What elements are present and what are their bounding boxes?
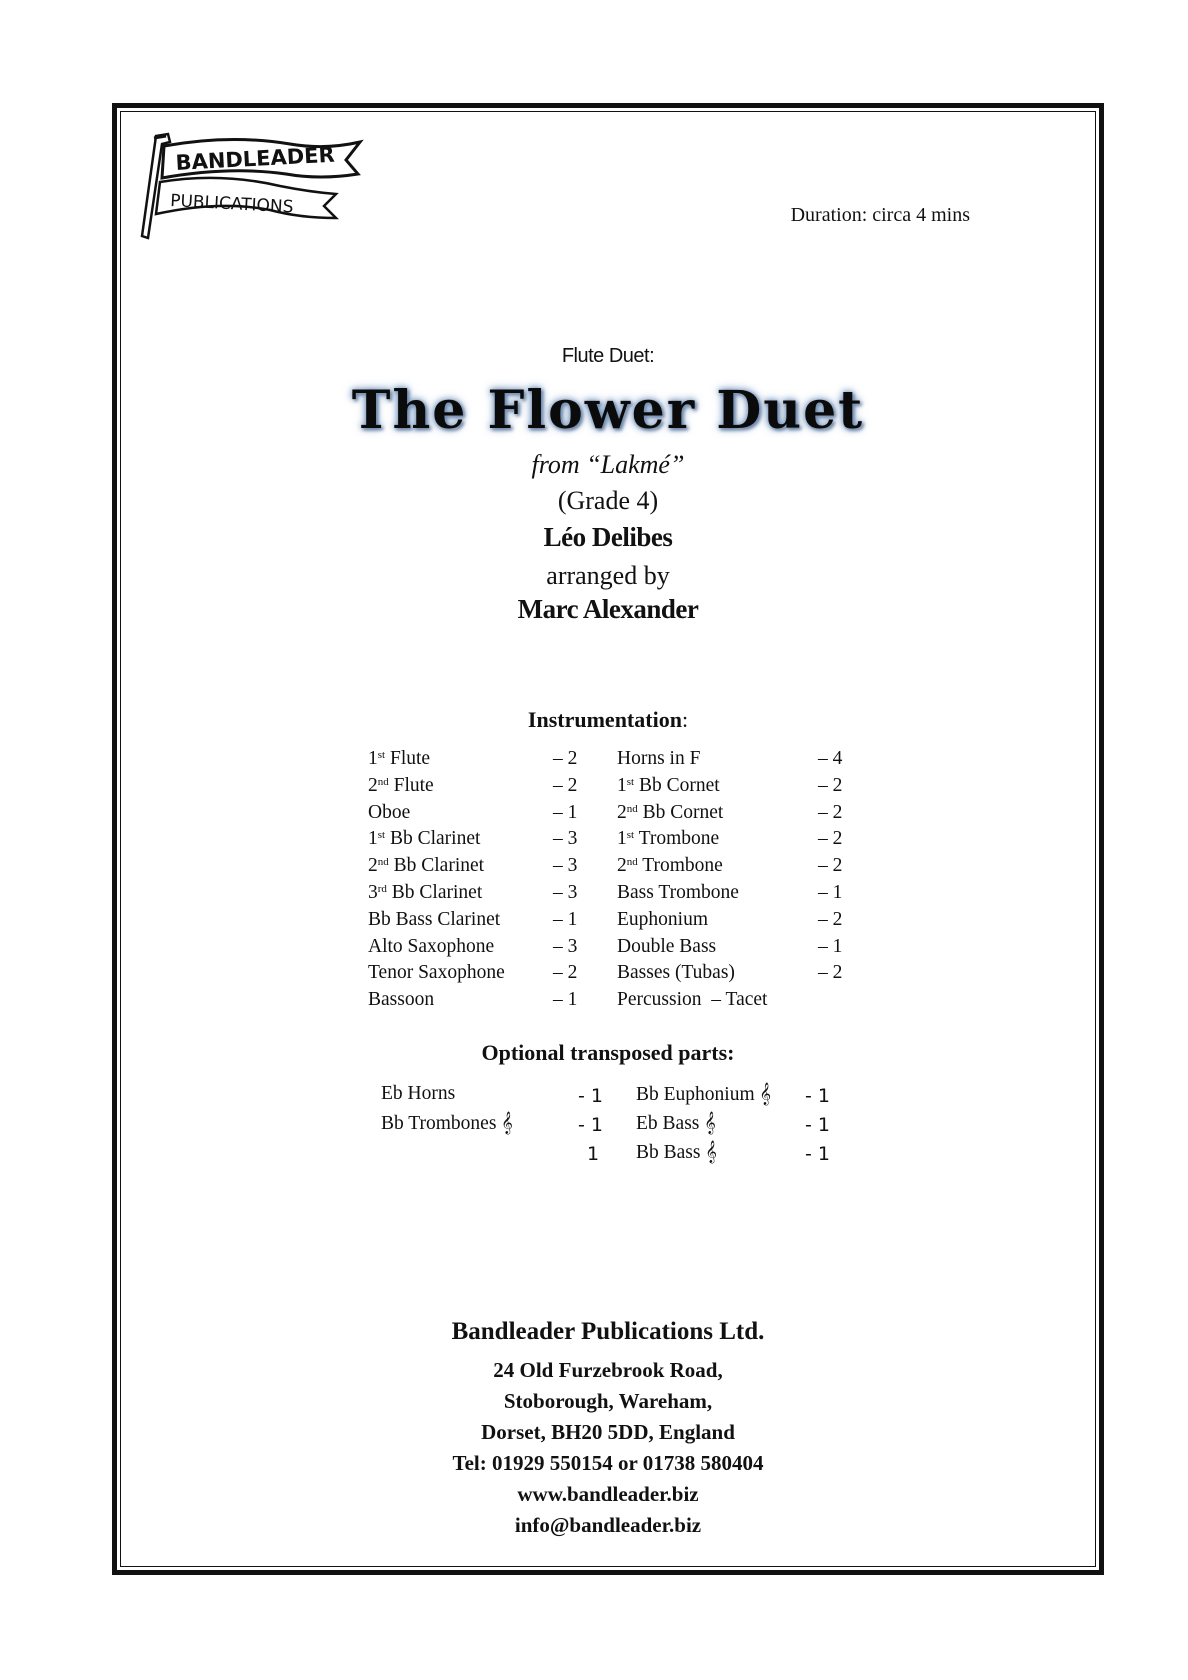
instrument-ordinal-suffix: st	[626, 775, 635, 788]
optional-part-count: - 1	[578, 1085, 603, 1107]
publisher-address-line-1: 24 Old Furzebrook Road,	[493, 1358, 723, 1382]
instrument-left-4	[368, 853, 484, 879]
instrument-name: Bb Clarinet	[386, 882, 483, 903]
instrument-name: Percussion – Tacet	[617, 989, 768, 1011]
instrument-count: – 1	[553, 908, 578, 930]
instrument-ordinal: 2	[617, 801, 627, 823]
optional-part-count: - 1	[578, 1114, 603, 1136]
instrument-name: Horns in F	[617, 748, 701, 769]
instrument-count: – 3	[553, 882, 578, 903]
instrument-ordinal-suffix: st	[377, 749, 386, 761]
instrument-count: – 1	[553, 801, 578, 823]
optional-part-left-1: Bb Trombones 𝄞	[381, 1113, 513, 1134]
instrument-count: – 2	[818, 855, 843, 877]
instrument-right-2	[617, 800, 723, 826]
publisher-address-line-3: Dorset, BH20 5DD, England	[481, 1420, 735, 1444]
arranged-by-label: arranged by	[546, 561, 670, 590]
instrument-ordinal: 2	[617, 855, 627, 877]
instrumentation-heading: Instrumentation:	[527, 707, 689, 732]
instrument-name: Flute	[388, 774, 434, 796]
instrument-ordinal: 2	[368, 855, 378, 877]
optional-part-left-0: Eb Horns	[381, 1083, 456, 1104]
instrument-ordinal-suffix: rd	[377, 883, 387, 895]
instrument-name: Bb Cornet	[634, 774, 720, 796]
instrument-name: Trombone	[634, 828, 720, 850]
bandleader-logo	[140, 130, 380, 245]
instrument-name: Basses (Tubas)	[617, 962, 735, 984]
publisher-address-line-2: Stoborough, Wareham,	[503, 1389, 713, 1413]
instrument-count: – 3	[553, 935, 578, 957]
instrument-ordinal: 2	[368, 774, 378, 796]
instrument-count: – 2	[818, 908, 843, 930]
score-grade: (Grade 4)	[557, 486, 659, 515]
instrument-right-7	[617, 934, 716, 960]
instrument-count: – 1	[818, 935, 843, 957]
instrument-right-3	[617, 826, 719, 852]
instrument-count: – 2	[818, 801, 843, 823]
logo-text-bottom: PUBLICATIONS	[169, 191, 294, 218]
instrument-count: – 2	[818, 828, 843, 850]
instrument-name: Bb Bass Clarinet	[368, 908, 501, 930]
instrument-count: – 2	[818, 962, 843, 984]
instrument-ordinal-suffix: st	[377, 829, 386, 842]
instrument-count: – 2	[818, 774, 843, 796]
arranger-name: Marc Alexander	[517, 594, 699, 624]
instrument-ordinal: 3	[368, 882, 378, 903]
instrument-name: Euphonium	[617, 908, 708, 930]
instrument-name: Bb Clarinet	[388, 855, 485, 877]
instrument-count: – 1	[553, 989, 578, 1011]
instrument-left-8	[368, 960, 505, 986]
instrument-right-6	[617, 907, 708, 933]
instrument-ordinal-suffix: nd	[377, 856, 389, 869]
instrument-right-5	[617, 880, 739, 906]
instrument-left-9	[368, 987, 434, 1013]
instrument-ordinal-suffix: st	[626, 829, 635, 842]
publisher-email: info@bandleader.biz	[514, 1513, 702, 1537]
score-title: The Flower Duet	[351, 380, 865, 441]
instrument-ordinal-suffix: nd	[626, 802, 638, 815]
optional-parts-heading: Optional transposed parts:	[481, 1040, 735, 1065]
instrument-name: Trombone	[637, 855, 723, 877]
optional-part-count: 1	[587, 1143, 600, 1165]
instrument-left-3	[368, 826, 480, 852]
instrument-left-7	[368, 934, 494, 960]
instrument-count: – 2	[553, 748, 578, 769]
instrument-ordinal-suffix: nd	[626, 856, 638, 869]
instrument-count: – 2	[553, 774, 578, 796]
optional-part-count: - 1	[805, 1085, 830, 1107]
instrument-name: Oboe	[368, 801, 411, 823]
score-source: from “Lakmé”	[531, 450, 685, 479]
instrument-right-8	[617, 960, 735, 986]
score-subtitle: Flute Duet:	[561, 345, 655, 367]
instrument-right-0	[617, 746, 700, 772]
instrument-name: Tenor Saxophone	[368, 962, 505, 984]
optional-part-count: - 1	[805, 1114, 830, 1136]
instrument-name: Bb Clarinet	[385, 828, 481, 850]
instrument-left-6	[368, 907, 500, 933]
optional-part-right-1: Eb Bass 𝄞	[636, 1113, 716, 1134]
duration: Duration: circa 4 mins	[790, 204, 970, 226]
instrument-name: Bb Cornet	[637, 801, 724, 823]
page-border-inner	[120, 111, 1096, 1567]
instrument-right-1	[617, 773, 720, 799]
instrument-name: Alto Saxophone	[368, 935, 495, 957]
instrument-ordinal: 1	[368, 748, 378, 769]
publisher-name: Bandleader Publications Ltd.	[451, 1318, 765, 1345]
instrument-ordinal: 1	[617, 774, 627, 796]
instrument-ordinal-suffix: nd	[377, 775, 389, 788]
composer-name: Léo Delibes	[543, 522, 673, 552]
instrument-left-0	[368, 746, 430, 772]
instrument-count: – 3	[553, 855, 578, 877]
instrument-count: – 1	[818, 882, 843, 903]
publisher-website: www.bandleader.biz	[517, 1482, 699, 1506]
instrument-count: – 4	[818, 748, 843, 769]
instrument-right-4	[617, 853, 723, 879]
instrument-left-1	[368, 773, 434, 799]
instrument-name: Bassoon	[368, 989, 435, 1011]
instrument-name: Double Bass	[617, 935, 717, 957]
instrument-ordinal: 1	[368, 828, 378, 850]
optional-part-count: - 1	[805, 1143, 830, 1165]
instrument-count: – 2	[553, 962, 578, 984]
instrument-ordinal: 1	[617, 828, 627, 850]
optional-part-right-0: Bb Euphonium 𝄞	[636, 1084, 772, 1105]
instrument-right-9	[617, 987, 767, 1013]
publisher-phone: Tel: 01929 550154 or 01738 580404	[452, 1451, 764, 1475]
logo-text-top: BANDLEADER	[175, 142, 336, 175]
instrument-name: Bass Trombone	[617, 882, 739, 903]
instrument-count: – 3	[553, 828, 578, 850]
instrument-left-5	[368, 880, 482, 906]
optional-part-right-2: Bb Bass 𝄞	[636, 1142, 717, 1163]
instrument-left-2	[368, 800, 410, 826]
instrument-name: Flute	[385, 748, 431, 769]
